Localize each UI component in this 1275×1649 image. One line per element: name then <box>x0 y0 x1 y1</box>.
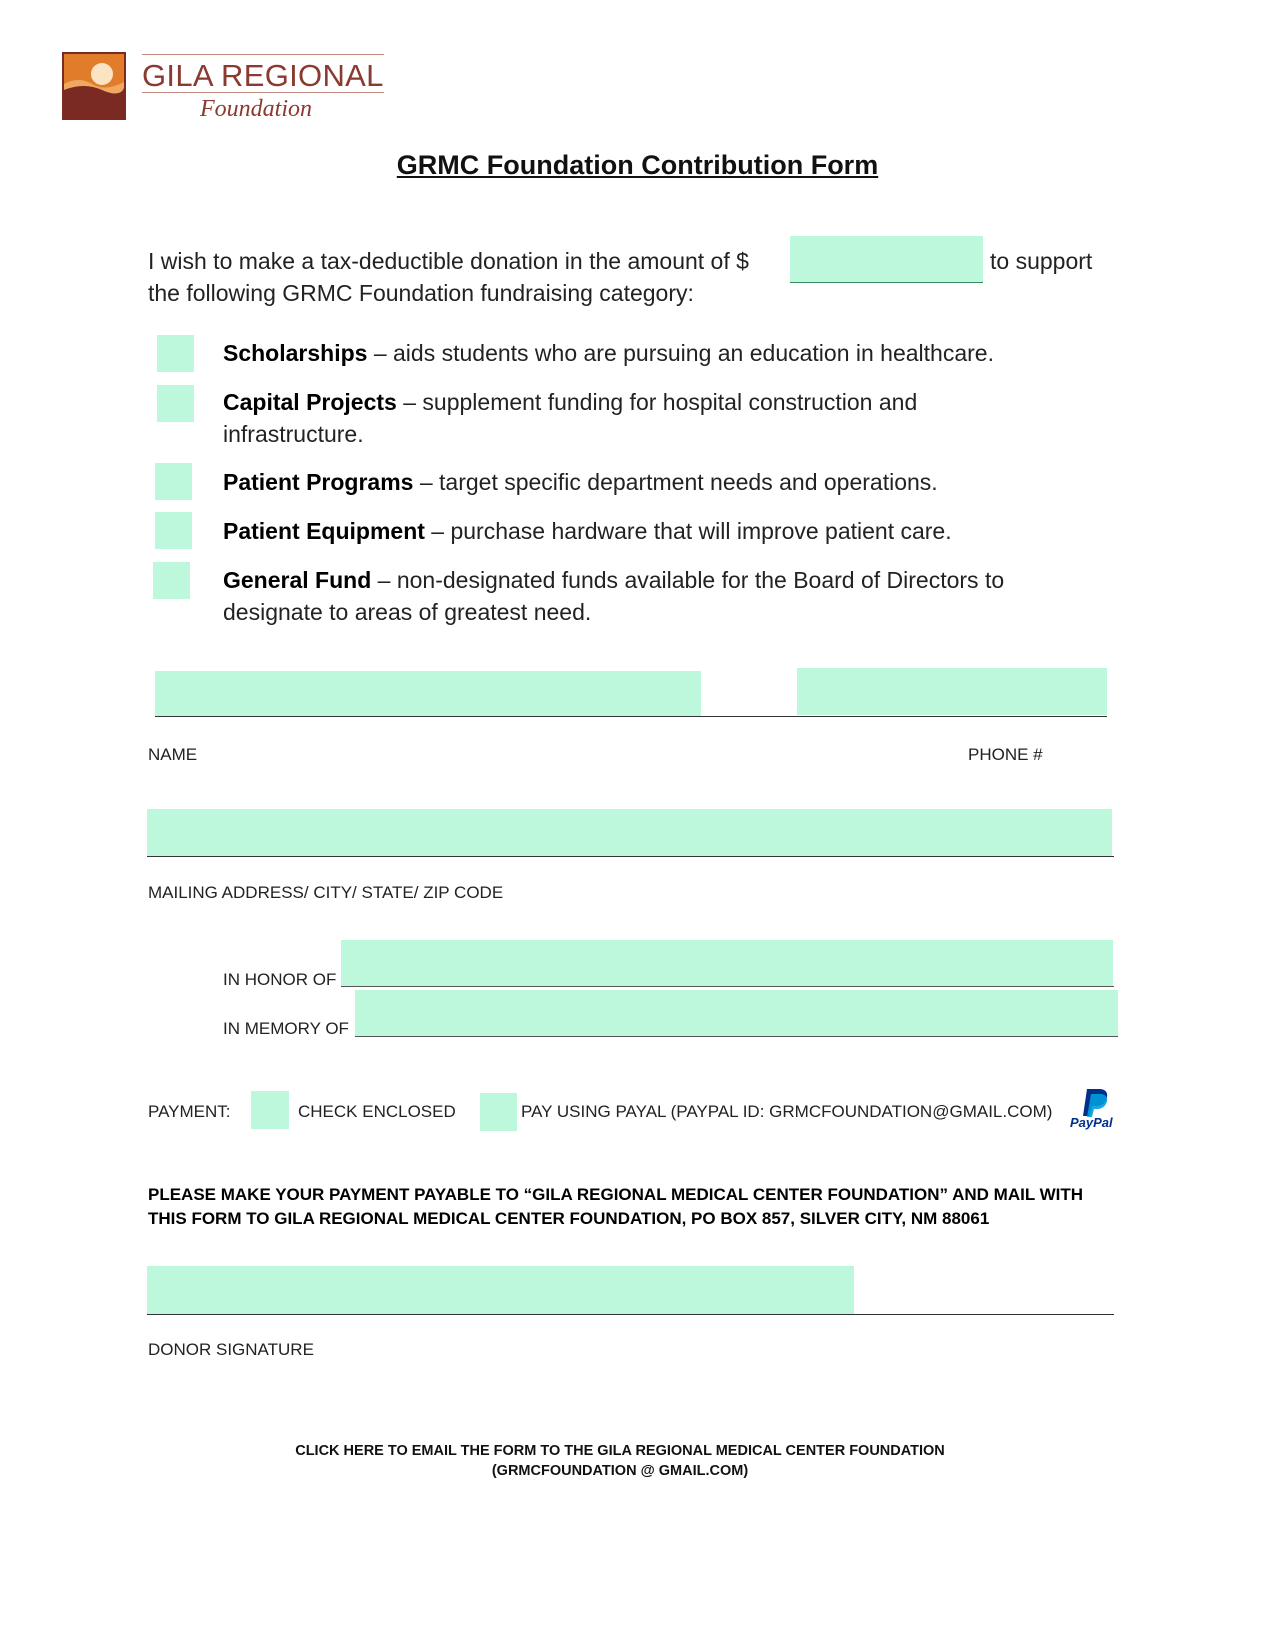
checkbox-paypal[interactable] <box>480 1093 517 1131</box>
category-name: Patient Programs <box>223 469 414 495</box>
signature-label: DONOR SIGNATURE <box>148 1340 314 1359</box>
logo-top-rule <box>142 54 384 55</box>
paypal-icon <box>1069 1087 1121 1117</box>
category-capital-projects <box>223 386 983 450</box>
page-title: GRMC Foundation Contribution Form <box>396 150 879 180</box>
name-input[interactable] <box>155 671 701 716</box>
paypal-logo[interactable] <box>1069 1087 1121 1135</box>
email-form-link[interactable] <box>0 1441 1240 1481</box>
category-general-fund <box>223 564 1073 628</box>
checkbox-general-fund[interactable] <box>153 562 190 599</box>
honor-underline <box>341 986 1114 987</box>
address-input[interactable] <box>147 809 1112 856</box>
honor-label: IN HONOR OF <box>223 970 337 989</box>
phone-input[interactable] <box>797 668 1107 715</box>
category-patient-programs <box>223 466 1063 498</box>
email-link-line1: CLICK HERE TO EMAIL THE FORM TO THE GILA REGIONAL MEDICAL CENTER FOUNDATION <box>295 1443 945 1459</box>
logo-mid-rule <box>142 92 384 93</box>
checkbox-patient-equipment[interactable] <box>155 512 192 549</box>
amount-field[interactable] <box>790 236 983 282</box>
checkbox-patient-programs[interactable] <box>155 463 192 500</box>
memory-input[interactable] <box>355 990 1118 1036</box>
memory-underline <box>355 1036 1118 1037</box>
category-name: Capital Projects <box>223 389 397 415</box>
mailing-instructions: PLEASE MAKE YOUR PAYMENT PAYABLE TO “GILA REGIONAL MEDICAL CENTER FOUNDATION” AND MAIL WITH THIS FORM TO GILA REGIONAL MEDICAL CENTER FOUNDATION, PO BOX 857, SILVER CITY, NM 88061 <box>148 1185 1084 1228</box>
logo-mark <box>62 52 126 120</box>
category-desc: – purchase hardware that will improve patient care. <box>424 518 952 544</box>
signature-input[interactable] <box>147 1266 854 1314</box>
check-enclosed-label: CHECK ENCLOSED <box>298 1102 456 1121</box>
category-desc: – target specific department needs and operations. <box>413 469 938 495</box>
signature-underline <box>147 1314 1114 1315</box>
intro-text-end: to support <box>990 248 1093 274</box>
category-name: Patient Equipment <box>223 518 425 544</box>
category-name: General Fund <box>223 567 372 593</box>
name-label: NAME <box>148 745 198 764</box>
address-underline <box>147 856 1114 857</box>
payment-label: PAYMENT: <box>148 1102 231 1121</box>
category-desc: – aids students who are pursuing an education in healthcare. <box>367 340 994 366</box>
address-label: MAILING ADDRESS/ CITY/ STATE/ ZIP CODE <box>148 883 504 902</box>
honor-input[interactable] <box>341 940 1113 986</box>
category-name: Scholarships <box>223 340 368 366</box>
memory-label: IN MEMORY OF <box>223 1019 349 1038</box>
phone-label: PHONE # <box>968 745 1043 764</box>
category-desc: – non-designated funds available for the Board of Directors to designate to areas of greatest need. <box>223 567 1005 625</box>
category-patient-equipment <box>223 515 1063 547</box>
checkbox-check-enclosed[interactable] <box>251 1091 289 1129</box>
intro-text-line2: the following GRMC Foundation fundraising category: <box>148 280 694 306</box>
checkbox-scholarships[interactable] <box>157 335 194 372</box>
category-scholarships <box>223 337 1063 369</box>
category-desc: – supplement funding for hospital construction and infrastructure. <box>223 389 918 447</box>
name-phone-underline <box>155 716 1107 717</box>
amount-underline <box>790 282 983 283</box>
checkbox-capital-projects[interactable] <box>157 385 194 422</box>
email-link-line2: (GRMCFOUNDATION @ GMAIL.COM) <box>491 1463 749 1479</box>
paypal-logo-text: PayPal <box>1070 1115 1113 1130</box>
logo-subtitle: Foundation <box>200 96 312 122</box>
logo-title: GILA REGIONAL <box>142 58 384 93</box>
intro-text-start: I wish to make a tax-deductible donation in the amount of $ <box>148 248 749 274</box>
sunset-logo-icon <box>64 54 124 118</box>
paypal-label: PAY USING PAYAL (PAYPAL ID: GRMCFOUNDATION@GMAIL.COM) <box>521 1102 1053 1121</box>
